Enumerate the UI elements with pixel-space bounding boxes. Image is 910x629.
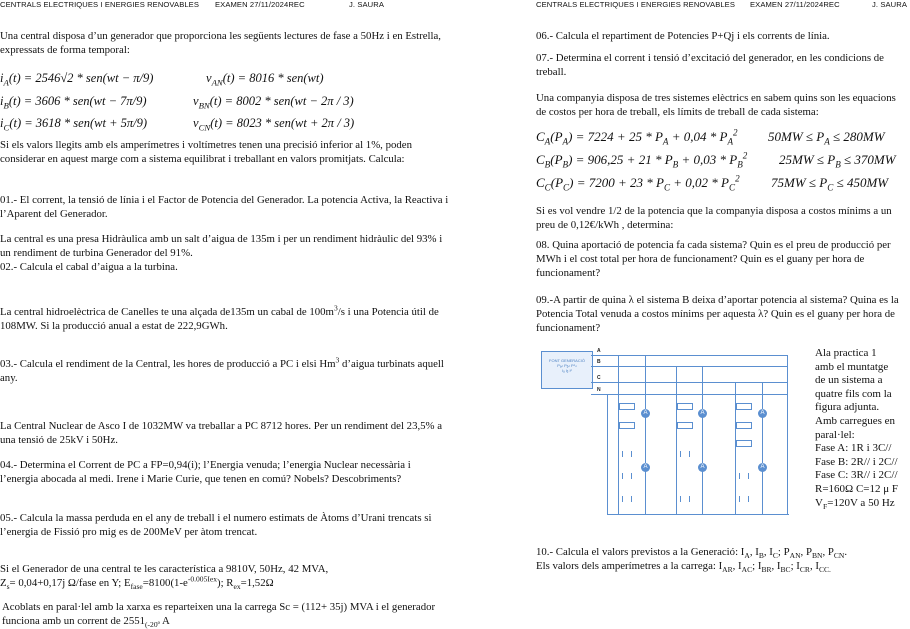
generator-block: FONT GENERACIÓ Pₐₙ Pᵦₙ Pᶜₙ Iₐ Iᵦ Iᶜ [541,351,593,389]
phase-c-label: C [597,375,601,381]
cost-eq-c: $C_C(P_C) = 7200 + 23 * P_C + 0,02 * P_C^2$ [536,173,740,193]
circuit-diagram [539,346,801,526]
ammeter-icon: A [641,463,650,472]
exam-date: EXAMEN 27/11/2024REC [750,0,840,9]
question-09: 09.-A partir de quina λ el sistema B deixa d’aportar potencia al sistema? Quina es la Potencia Total venuda a costos mínims per aquesta λ? Quin es el guany per hora de funcionament? [536,294,899,334]
question-04: 04.- Determina el Corrent de PC a FP=0,94(i); l’Energia venuda; l’energia Nuclear necessària i l’energia abocada al medi. Irene i Marie Curie, que tenen en comú? Nobels? Descobriments? [0,459,411,485]
capacitor-icon [680,496,690,502]
ammeter-icon: A [758,409,767,418]
capacitor-icon [739,496,749,502]
question-03: 03.- Calcula el rendiment de la Central, les hores de producció a PC i elsi Hm$^3$ d’aigua turbinats aquell any. [0,355,444,384]
resistor-icon [736,422,752,429]
eq-current-a: $i_A(t) = 2546√2 * sen(wt - \pi/9)$ [0,71,154,88]
question-02: 02.- Calcula el cabal d’aigua a la turbina. [0,261,178,273]
ammeter-icon: A [641,409,650,418]
resistor-icon [677,403,693,410]
limit-c: $75MW \le P_C \le 450MW$ [771,175,889,193]
exam-date: EXAMEN 27/11/2024REC [215,0,305,9]
ammeter-icon: A [698,463,707,472]
hydro-paragraph: La central es una presa Hidràulica amb un salt d’aigua de 135m i per un rendiment hidràulic del 93% i un rendiment de turbina Generador del 91%. [0,233,443,259]
resistor-icon [619,422,635,429]
neutral-label: N [597,387,601,393]
question-05: 05.- Calcula la massa perduda en el any de treball i el numero estimats de Àtoms d’Urani trencats si l’energia de Fissió pro mig es de 200MeV per àtom trencat. [0,512,432,538]
limit-a: $50MW \le P_A \le 280MW$ [768,129,885,147]
eq-current-c: $i_C(t) = 3618 * sen(wt + 5\pi/9)$ [0,116,148,133]
course-title: CENTRALS ELECTRIQUES I ENERGIES RENOVABLES [0,0,200,9]
capacitor-icon [622,451,632,457]
capacitor-icon [680,451,690,457]
limit-b: $25MW \le P_B \le 370MW$ [779,152,896,170]
ammeter-icon: A [698,409,707,418]
cost-eq-b: $C_B(P_B) = 906,25 + 21 * P_B + 0,03 * P_B^2$ [536,150,748,170]
eq-voltage-bn: $v_{BN}(t) = 8002 * sen(wt - 2\pi / 3)$ [193,94,354,111]
asco-paragraph: La Central Nuclear de Asco I de 1032MW va treballar a PC 8712 hores. Per un rendiment del 23,5% a una tensió de 25kV i 50Hz. [0,420,443,446]
author: J. SAURA [349,0,384,9]
question-07: 07.- Determina el corrent i tensió d’excitació del generador, en les condicions de treball. [536,52,884,78]
intro-paragraph: Una central disposa d’un generador que proporciona les següents lectures de fase a 50Hz i en Estrella, expressats de forma temporal: [0,30,442,56]
eq-voltage-cn: $v_{CN}(t) = 8023 * sen(wt + 2\pi / 3)$ [193,116,355,133]
resistor-icon [677,422,693,429]
eq-voltage-an: $v_{AN}(t) = 8016 * sen(wt)$ [206,71,324,88]
parallel-paragraph: Acoblats en paral·lel amb la xarxa es reparteixen una la carrega Sc = (112+ 35j) MVA i el generador funciona amb un corrent de $2551_{(-20º}$ A [2,601,436,629]
question-01: 01.- El corrent, la tensió de línia i el Factor de Potencia del Generador. La potencia Activa, la Reactiva i l’Aparent del Generador. [0,194,449,220]
question-06: 06.- Calcula el repartiment de Potencies P+Qj i els corrents de línia. [536,30,830,42]
author: J. SAURA [872,0,907,9]
generator-paragraph: Si el Generador de una central te les característica a 9810V, 50Hz, 42 MVA, $Z_s= 0,04+0,17j$ Ω/fase en Y; $E_{fase}=8100(1-e^{-0.005Iex})$; $R_{ex}=1,52\Omega$ [0,563,329,592]
canelles-paragraph: La central hidroelèctrica de Canelles te una alçada de135m un cabal de $100m^3/s$ i una Potencia útil de 108MW. Si la producció anual a estat de 222,9GWh. [0,303,439,332]
capacitor-icon [622,496,632,502]
question-10: 10.- Calcula el valors previstos a la Generació: $I_A$, $I_B$, $I_C$; $P_{AN}$, $P_{BN}$, $P_{CN}$. Els valors dels amperímetres a la carrega: $I_{AR}$, $I_{AC}$; $I_{BR}$, $I_{BC}$; $I_{CR}$, $I_{CC.}$ [536,546,848,575]
resistor-icon [736,403,752,410]
precision-paragraph: Si els valors llegits amb els amperímetres i voltímetres tenen una precisió inferior al 1%, poden considerar en aquest marge com a sistema equilibrat i treballant en valors promitjats. Calcula: [0,139,412,165]
sell-paragraph: Si es vol vendre 1/2 de la potencia que la companyia disposa a costos mínims a un preu de 0,12€/kWh , determina: [536,205,892,231]
cost-eq-a: $C_A(P_A) = 7224 + 25 * P_A + 0,04 * P_A^2$ [536,127,738,147]
phase-b-label: B [597,359,601,365]
left-page [0,0,452,629]
company-paragraph: Una companyia disposa de tres sistemes elèctrics en sabem quins son les equacions de costos per hora de treball, els límits de treball de cada sistema: [536,92,896,118]
resistor-icon [619,403,635,410]
phase-a-label: A [597,348,601,354]
resistor-icon [736,440,752,447]
practice-description: Ala practica 1 amb el muntatge de un sistema a quatre fils com la figura adjunta. Amb carregues en paral·lel: Fase A: 1R i 3C// Fase B: 2R// i 2C// Fase C: 3R// i 2C// R=160Ω C=12 μ F $V_F=120V$ a 50 Hz [815,347,899,511]
page-header-left [0,0,384,10]
course-title: CENTRALS ELECTRIQUES I ENERGIES RENOVABLES [536,0,736,9]
eq-current-b: $i_B(t) = 3606 * sen(wt - 7\pi/9)$ [0,94,147,111]
page-header-right [536,0,907,10]
right-page [536,0,908,629]
question-08: 08. Quina aportació de potencia fa cada sistema? Quin es el preu de producció per MWh i el cost total per hora de funcionament? Quin es el guany per hora de funcionament? [536,239,891,279]
ammeter-icon: A [758,463,767,472]
capacitor-icon [739,473,749,479]
capacitor-icon [622,473,632,479]
